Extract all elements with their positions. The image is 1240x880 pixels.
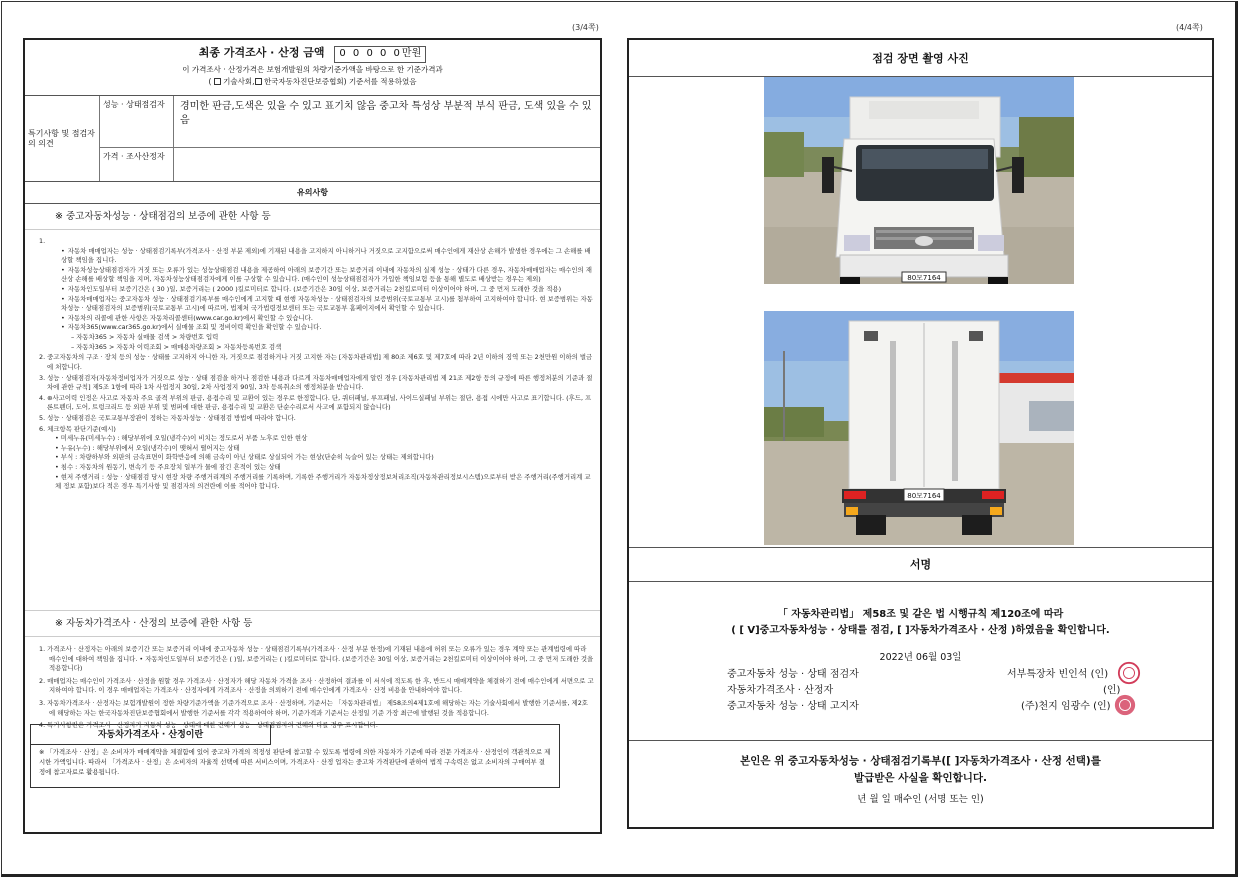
price-note-1: 이 가격조사 · 산정가격은 보험개발원의 차량기준가액을 바탕으로 한 기준가격과 xyxy=(182,64,443,74)
s1-item: 2. 중고자동차의 구조 · 장치 등의 성능 · 상태를 고지하지 아니한 자, 거짓으로 점검하거나 거짓 고지한 자는 [자동차관리법] 제 80조 제6호 및 제7호에 따라 2년 이하의 징역 또는 2천만원 이하의 벌금에 처합니다. xyxy=(39,353,593,371)
appraiser-opinion-label: 가격 · 조사산정자 xyxy=(100,148,174,181)
s1-sub-item: • 침수 : 자동차의 원동기, 변속기 등 주요장치 일부가 물에 잠긴 흔적이 있는 상태 xyxy=(55,463,281,472)
s1-sub-item: • 미세누유(미세누수) : 해당부위에 오일(냉각수)이 비치는 정도로서 부품 노후로 인한 현상 xyxy=(55,434,308,443)
s1-bullet: • 자동차 매매업자는 성능 · 상태점검기록부(가격조사 · 산정 부분 제외)에 기재된 내용을 고지하지 아니하거나 거짓으로 고지함으로써 매수인에게 재산상 손해가 발생한 경우에는 그 손해를 배상할 책임을 집니다. xyxy=(61,247,594,266)
price-boxes: 0 0 0 0 0만원 xyxy=(334,46,426,63)
signature-section-title: 서명 xyxy=(629,548,1212,582)
declaration-line-1: 「 자동차관리법」 제58조 및 같은 법 시행규칙 제120조에 따라 xyxy=(777,609,1064,620)
buyer-confirmation xyxy=(629,740,1212,829)
price-unit: 만원 xyxy=(401,48,422,59)
page-4-panel xyxy=(627,38,1214,829)
s1-item-1-number: 1. xyxy=(39,237,46,245)
final-price-section xyxy=(25,40,600,96)
s1-sub-item: • 누유(누수) : 해당부위에서 오일(냉각수)이 맺혀서 떨어지는 상태 xyxy=(55,443,240,452)
signer-name: (인) xyxy=(1103,685,1121,696)
price-note-2: ( 기술사회, 한국자동차진단보증협회) 기준서를 적용하였음 xyxy=(208,77,417,87)
declaration-line-2: ( [ V]중고자동차성능 · 상태를 점검, [ ]자동차가격조사 · 산정 )하였음을 확인합니다. xyxy=(731,625,1110,636)
s1-bullets xyxy=(39,247,594,333)
signer-role: 중고자동차 성능 · 상태 고지자 xyxy=(727,701,859,712)
opinion-section xyxy=(25,96,600,182)
appraiser-opinion-text xyxy=(174,148,600,181)
s1-item: 3. 성능 · 상태점검자(자동차정비업자가 거짓으로 성능 · 상태 점검을 하거나 점검한 내용과 다르게 자동차매매업자에게 알린 경우 [자동차관리법 제 21조 제2항 등의 규정에 따른 행정처분의 기준과 절차에 관한 규칙] 제5조 1항에 따라 1차 사업정지 30일, 2차 사업정지 90일, 3차 등록취소의 행정처분을 받습니다. xyxy=(39,373,593,392)
signer-name: 서부특장차 빈인석 (인) xyxy=(1007,669,1109,680)
section-1-title: ※ 중고자동차성능 · 상태점검의 보증에 관한 사항 등 xyxy=(25,204,600,230)
s1-item: 6. 체크항목 판단기준(예시) xyxy=(39,424,116,433)
s1-dash-line: – 자동차365 > 자동차 이력조회 > 매매용차량조회 > 자동차등록번호 검색 xyxy=(71,342,282,351)
checkbox-engineers[interactable] xyxy=(214,78,221,85)
signer-role: 자동차가격조사 · 산정자 xyxy=(727,685,834,696)
page-number-left: (3/4쪽) xyxy=(572,23,599,32)
final-price-row xyxy=(25,45,600,63)
s1-bullet: • 자동차인도일부터 보증기간은 ( 30 )일, 보증거리는 ( 2000 )킬로미터로 합니다. (보증기간은 30일 이상, 보증거리는 2천킬로미터 이상이어야 하며, 그 중 먼저 도래한 것을 적용) xyxy=(61,285,594,295)
final-price-title: 최종 가격조사 · 산정 금액 xyxy=(198,46,325,59)
s2-item: 1. 가격조사 · 산정자는 아래의 보증기간 또는 보증거리 이내에 중고자동차 성능 · 상태점검기록부(가격조사 · 산정 부분 한정)에 기재된 내용에 허위 또는 오류가 있는 경우 계약 또는 관계법령에 따라 매수인에 대하여 책임을 집니다. • 자동차인도일부터 보증기간은 ( )일, 보증거리는 ( )킬로미터로 합니다. (보증기간은 30일 이상, 보증거리는 2천킬로미터 이상이어야 하며, 그 중 먼저 도래한 것을 적용합니다) xyxy=(39,645,594,673)
signer-role: 중고자동차 성능 · 상태 점검자 xyxy=(727,669,859,680)
notice-title: 유의사항 xyxy=(25,182,600,204)
appraisal-definition-box xyxy=(30,724,560,788)
checkbox-association[interactable] xyxy=(255,78,262,85)
s2-item: 2. 매매업자는 매수인이 가격조사 · 산정을 원할 경우 가격조사 · 산정자가 해당 자동차 가격을 조사 · 산정하여 결과를 이 서식에 적도록 한 후, 반드시 매매계약을 체결하기 전에 매수인에게 서면으로 고지하여야 합니다. 이 경우 매매업자는 가격조사 · 산정자에게 가격조사 · 산정을 의뢰하기 전에 매수인에게 가격조사 · 산정 비용을 안내하여야 합니다. xyxy=(39,676,594,695)
appraisal-definition-text: ※ 「가격조사 · 산정」은 소비자가 매매계약을 체결함에 있어 중고차 가격의 적정성 판단에 참고할 수 있도록 법령에 의한 자동차가 기준에 따라 전문 가격조사 · 산정인이 객관적으로 제시한 가액입니다. 따라서 「가격조사 · 산정」은 소비자의 자율적 선택에 따른 서비스이며, 가격조사 · 산정 업자는 중고차 가격판단에 관하여 법적 구속력은 없고 소비자의 구매여부 결정에 참고자료로 활용됩니다. xyxy=(39,748,551,776)
s1-bullet: • 자동차의 리콜에 관한 사항은 자동차리콜센터(www.car.go.kr)에서 확인할 수 있습니다. xyxy=(61,314,594,324)
page-number-right: (4/4쪽) xyxy=(1176,23,1203,32)
front-license-plate: 80모7164 xyxy=(907,274,941,282)
truck-front-photo xyxy=(764,77,1074,284)
inspector-opinion-label: 성능 · 상태점검자 xyxy=(100,96,174,147)
s1-bullet: • 자동차성능상태점검자가 거짓 또는 오류가 있는 성능상태점검 내용을 제공하여 아래의 보증기간 또는 보증거리 이내에 자동차의 실제 성능 · 상태가 다른 경우, 자동차매매업자는 매수인의 재산상 손해를 배상할 책임을 지며, 자동차성능상태점검자에게 이를 구상할 수 있습니다. (매수인이 성능상태점검자가 가입한 책임보험 등을 통해 별도로 배상받는 경우는 제외) xyxy=(61,266,594,285)
s1-bullet: • 자동차매매업자는 중고자동차 성능 · 상태점검기록부를 매수인에게 고지할 때 현행 자동차성능 · 상태점검자의 보증범위(국토교통부 고시)를 첨부하여 고지하여야 합니다. 현 보증범위는 자동차성능 · 상태점검자의 보증범위(국토교통부 고시)에 따르며, 법제처 국가법령정보센터 또는 국토교통부 홈페이지에서 확인할 수 있습니다. xyxy=(61,295,594,314)
buyer-signature-line[interactable]: 년 월 일 매수인 (서명 또는 인) xyxy=(857,793,984,805)
signers-block xyxy=(629,663,1212,723)
s1-item: 4. ⊛사고이력 인정은 사고로 자동차 주요 골격 부위의 판금, 용접수리 및 교환이 있는 경우로 한정합니다. 단, 쿼터패널, 루프패널, 사이드실패널 부위는 절단, 용접 시에만 사고로 표기합니다. (후드, 프론트펜더, 도어, 트렁크리드 등 외판 부위 및 범퍼에 대한 판금, 용접수리 및 교환은 단순수리로서 사고에 포함되지 않습니다) xyxy=(39,393,592,412)
page-3-panel xyxy=(23,38,602,834)
confirm-line-1: 본인은 위 중고자동차성능 · 상태점검기록부([ ]자동차가격조사 · 산정 선택)를 xyxy=(740,755,1101,767)
inspection-date: 2022년 06월 03일 xyxy=(879,652,962,663)
appraisal-definition-title: 자동차가격조사 · 산정이란 xyxy=(31,725,271,745)
section-1-body xyxy=(25,230,600,611)
notifier-seal-stamp xyxy=(1113,693,1137,717)
s1-item: 5. 성능 · 상태점검은 국토교통부장관이 정하는 자동차성능 · 상태점검 방법에 따라야 합니다. xyxy=(39,413,296,422)
declaration xyxy=(629,582,1212,639)
section-2-title: ※ 자동차가격조사 · 산정의 보증에 관한 사항 등 xyxy=(25,611,600,637)
photo-section xyxy=(629,77,1212,548)
s1-bullet: • 자동차365(www.car365.go.kr)에서 실매물 조회 및 정비이력 확인을 확인할 수 있습니다. xyxy=(61,323,594,333)
inspector-opinion-text: 경미한 판금,도색은 있을 수 있고 표기치 않음 중고차 특성상 부분적 부식 판금, 도색 있을 수 있음 xyxy=(180,101,592,126)
s1-sub-item: • 부식 : 차량하부와 외판의 금속표면이 화학반응에 의해 금속이 아닌 상태로 상실되어 가는 현상(단순히 녹슬어 있는 상태는 제외합니다) xyxy=(55,453,434,462)
s1-sub-item: • 현저 주행거리 : 성능 · 상태점검 당시 현장 차량 주행거리계의 주행거리를 기록하며, 기록한 주행거리가 자동차정상정보처리조직(자동차관리정보시스템)으로부터 받은 주행거리(주행거리계 교체 정보 포함)보다 적은 경우 특기사항 및 점검자의 의견란에 이를 적어야 합니다. xyxy=(55,472,591,491)
s2-item: 4. 특기사항란은 가격조사 · 산정자가 자동차 성능 · 상태에 대한 견해가 성능 · 상태점검자의 견해와 다를 경우 표시합니다. xyxy=(39,721,378,730)
rear-license-plate: 80모7164 xyxy=(907,492,941,500)
inspector-seal-stamp xyxy=(1117,661,1141,685)
s1-dash-line: – 자동차365 > 자동차 실매물 검색 > 차량번호 입력 xyxy=(71,333,219,342)
opinion-label: 특기사항 및 점검자의 의견 xyxy=(25,96,100,181)
s2-item: 3. 자동차가격조사 · 산정자는 보험개발원이 정한 차량기준가액을 기준가격으로 조사 · 산정하며, 기준서는 「자동차관리법」 제58조의4제1호에 해당하는 자는 기술사회에서 발행한 기준서를, 제2호에 해당하는 자는 한국자동차진단보증협회에서 발행한 기준서를 각각 적용하여야 하며, 기준가격과 기준서는 산정일 기준 가장 최근에 발행된 것을 적용합니다. xyxy=(39,699,588,717)
signer-name: (주)천지 임광수 (인) xyxy=(1021,701,1111,712)
photo-section-title: 점검 장면 촬영 사진 xyxy=(629,40,1212,77)
confirm-line-2: 발급받은 사실을 확인합니다. xyxy=(853,771,987,784)
truck-rear-photo xyxy=(764,311,1074,545)
